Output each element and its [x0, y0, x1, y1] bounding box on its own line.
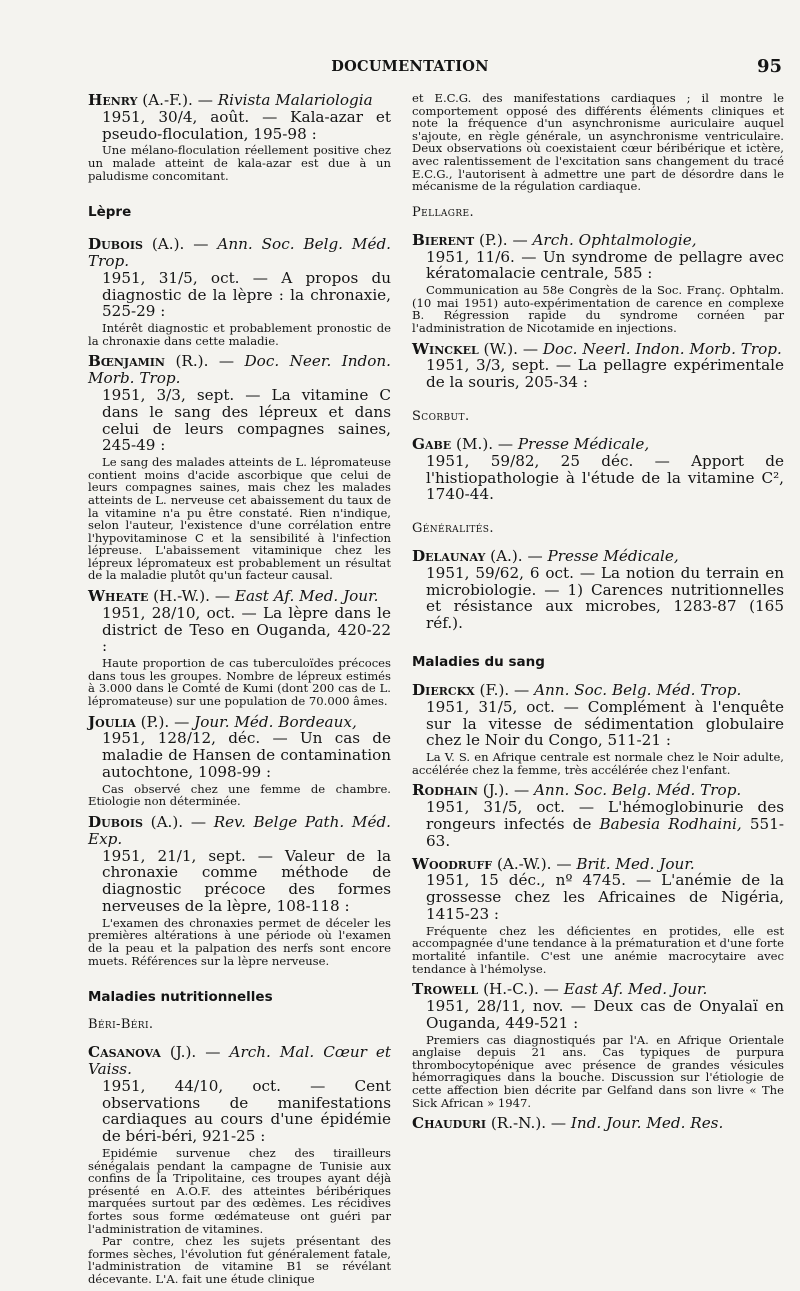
author-name: Woodruff — [412, 854, 493, 873]
section-heading-maladies-du-sang: Maladies du sang — [412, 654, 545, 671]
subsection-heading-pellagre: Pellagre. — [412, 204, 475, 220]
journal-name: Ann. Soc. Belg. Méd. Trop. — [533, 781, 742, 800]
bibliography-entry-trowell — [412, 981, 784, 1109]
author-initials: (J.). — [169, 1043, 197, 1062]
journal-name: Doc. Neer. Indon. Morb. Trop. — [88, 352, 391, 388]
author-name: Dierckx — [412, 681, 475, 700]
bibliography-entry-boenjamin — [88, 353, 391, 582]
citation-body: 1951, 28/11, nov. — Deux cas de Onyalaï en Ouganda, 449-521 : — [426, 997, 784, 1032]
citation — [88, 588, 391, 655]
bibliography-entry-joulia — [88, 714, 391, 808]
section-heading-lepre: Lèpre — [88, 204, 132, 221]
author-initials: (R.-N.). — [490, 1114, 547, 1133]
bibliography-entry-woodruff — [412, 856, 784, 976]
citation-body: 1951, 59/62, 6 oct. — La notion du terrain en microbiologie. — 1) Carences nutritionnelles et résistance aux microbes, 1283-87 (165 réf.). — [426, 563, 784, 633]
bibliography-entry-bierent — [412, 232, 784, 335]
journal-name: Ind. Jour. Med. Res. — [570, 1114, 724, 1133]
citation-body: 1951, 3/3, sept. — La pellagre expérimentale de la souris, 205-34 : — [426, 356, 784, 392]
citation — [88, 814, 391, 915]
separator: — — [184, 235, 218, 254]
citation — [412, 981, 784, 1031]
author-initials: (R.). — [175, 352, 209, 371]
separator: — — [522, 547, 548, 566]
journal-name: Arch. Mal. Cœur et Vaiss. — [88, 1043, 392, 1078]
journal-name: Ann. Soc. Belg. Méd. Trop. — [88, 235, 392, 270]
author-initials: (H.-C.). — [483, 980, 539, 999]
abstract: La V. S. en Afrique centrale est normale chez le Noir adulte, accélérée chez la femme, très accélérée chez l'enfant. — [412, 750, 784, 777]
citation-body: 1951, 31/5, oct. — Complément à l'enquête sur la vitesse de sédimentation globulaire chez le Noir du Congo, 511-21 : — [426, 697, 784, 750]
citation-body: 1951, 30/4, août. — Kala-azar et pseudo-floculation, 195-98 : — [102, 107, 391, 143]
journal-name: Arch. Ophtalmologie, — [532, 230, 697, 249]
separator: — — [210, 587, 235, 606]
author-name: Casanova — [88, 1043, 161, 1062]
author-initials: (M.). — [456, 434, 494, 453]
journal-name: Rev. Belge Path. Méd. Exp. — [88, 813, 392, 848]
citation-body: 1951, 3/3, sept. — La vitamine C dans le sang des lépreux et dans celui de leurs compagnes saines, 245-49 : — [102, 385, 391, 455]
author-name: Winckel — [412, 339, 479, 358]
citation-body: 1951, 15 déc., nº 4745. — L'anémie de la grossesse chez les Africaines de Nigéria, 1415-23 : — [426, 871, 784, 924]
separator: — — [507, 230, 533, 249]
abstract: Communication au 58e Congrès de la Soc. Franç. Ophtalm. (10 mai 1951) auto-expérimentation de carence en complexe B. Régression rapide du syndrome cornéen par l'administration de Nicotamide en injections. — [412, 283, 784, 335]
abstract: Une mélano-floculation réellement positive chez un malade atteint de kala-azar est due à un paludisme concomitant. — [88, 143, 391, 183]
journal-name: Doc. Neerl. Indon. Morb. Trop. — [542, 339, 782, 358]
author-initials: (A.-W.). — [496, 854, 552, 873]
separator: — — [509, 681, 535, 700]
author-initials: (H.-W.). — [153, 587, 211, 606]
bibliography-entry-dubois-1 — [88, 236, 391, 347]
subsection-heading-generalites: Généralités. — [412, 521, 494, 537]
abstract: Premiers cas diagnostiqués par l'A. en Afrique Orientale anglaise depuis 21 ans. Cas typiques de purpura thrombocytopénique avec présence de grandes vésicules hémorragiques dans la bouche. Discussion sur l'étiologie de cette affection bien décrite par Gelfand dans son livre « The Sick African » 1947. — [412, 1032, 784, 1110]
journal-name: Presse Médicale, — [517, 434, 650, 453]
left-column — [88, 92, 391, 1291]
citation-body: 1951, 21/1, sept. — Valeur de la chronaxie comme méthode de diagnostic précoce des formes nerveuses de la lèpre, 108-118 : — [102, 846, 391, 915]
abstract-paragraph-1: Epidémie survenue chez des tirailleurs sénégalais pendant la campagne de Tunisie aux confins de la Tripolitaine, ces troupes ayant déjà présenté en A.O.F. des atteintes béribériques marquées surtout par des œdèmes. Les récidives fortes sous forme œdémateuse ont guéri par l'administration de vitamines. — [88, 1145, 391, 1236]
citation — [88, 236, 391, 320]
citation-body: 1951, 128/12, déc. — Un cas de maladie de Hansen de contamination autochtone, 1098-99 : — [102, 729, 391, 782]
separator: — — [208, 352, 245, 371]
abstract: Cas observé chez une femme de chambre. Etiologie non déterminée. — [88, 781, 391, 809]
bibliography-entry-henry — [88, 92, 391, 182]
citation-text: 1951, 31/5, oct. — L'hémoglobinurie des rongeurs infectés de — [426, 798, 784, 834]
separator: — — [183, 813, 214, 831]
separator: — — [509, 781, 534, 800]
separator: — — [546, 1114, 571, 1133]
citation — [412, 1115, 784, 1132]
citation-body: 1951, 59/82, 25 déc. — Apport de l'histiopathologie à l'étude de la vitamine C², 1740-44. — [426, 451, 784, 504]
separator: — — [169, 712, 195, 731]
author-initials: (P.). — [478, 230, 508, 249]
author-initials: (J.). — [482, 781, 510, 800]
author-name: Rodhain — [412, 781, 478, 800]
bibliography-entry-casanova — [88, 1044, 391, 1285]
species-name: Babesia Rodhaini, — [599, 815, 742, 834]
author-name: Chauduri — [412, 1114, 487, 1133]
abstract: L'examen des chronaxies permet de déceler les premières altérations à une période où l'examen de la peau et la palpation des nerfs sont encore muets. Références sur la lèpre nerveuse. — [88, 915, 391, 968]
author-initials: (A.). — [150, 813, 184, 831]
journal-name: Jour. Méd. Bordeaux, — [194, 712, 357, 731]
bibliography-entry-gabe — [412, 436, 784, 503]
author-initials: (A.). — [490, 547, 523, 566]
subsection-heading-scorbut: Scorbut. — [412, 408, 470, 424]
citation — [88, 1044, 391, 1145]
citation — [88, 353, 391, 454]
journal-name: Rivista Malariologia — [217, 91, 373, 109]
separator: — — [192, 91, 218, 109]
bibliography-entry-dubois-2 — [88, 814, 391, 967]
bibliography-entry-winckel — [412, 341, 784, 391]
bibliography-entry-chauduri — [412, 1115, 784, 1132]
citation-body — [412, 799, 784, 849]
abstract: Haute proportion de cas tuberculoïdes précoces dans tous les groupes. Nombre de lépreux estimés à 3.000 dans le Comté de Kumi (dont 200 cas de L. lépromateuse) sur une population de 70.000 âmes. — [88, 656, 391, 709]
separator: — — [196, 1043, 230, 1062]
bibliography-entry-dierckx — [412, 682, 784, 776]
author-name: Dubois — [88, 813, 143, 831]
author-initials: (F.). — [479, 681, 510, 700]
author-name: Joulia — [88, 712, 136, 731]
bibliography-entry-delaunay — [412, 548, 784, 632]
abstract-continuation: et E.C.G. des manifestations cardiaques ; il montre le comportement opposé des différents éléments cliniques et note la fréquence d'un asynchronisme auriculaire auquel s'ajoute, en règle générale, un asynchronisme ventriculaire. Deux observations où coexistaient cœur béribérique et ictère, avec ralentissement de l'excitation sans changement du tracé E.C.G., l'autorisent à admettre une part de désordre dans le mécanisme de la régulation cardiaque. — [412, 91, 784, 194]
bibliography-entry-wheate — [88, 588, 391, 708]
author-name: Bœnjamin — [88, 352, 165, 371]
journal-name: Ann. Soc. Belg. Méd. Trop. — [534, 681, 742, 700]
page-number: 95 — [756, 56, 782, 77]
subsection-heading-beri-beri: Béri-Béri. — [88, 1017, 154, 1033]
separator: — — [518, 339, 543, 358]
running-header: DOCUMENTATION — [331, 58, 489, 75]
author-initials: (A.-F.). — [142, 91, 193, 109]
separator: — — [493, 434, 518, 453]
abstract-paragraph-2: Par contre, chez les sujets présentant des formes sèches, l'évolution fut généralement fatale, l'administration de vitamine B1 se révélant décevante. L'A. fait une étude clinique — [88, 1234, 391, 1286]
separator: — — [538, 980, 564, 999]
citation — [412, 548, 784, 632]
journal-name: East Af. Med. Jour. — [563, 980, 708, 999]
citation-body: 1951, 28/10, oct. — La lèpre dans le district de Teso en Ouganda, 420-22 : — [102, 603, 391, 656]
abstract: Le sang des malades atteints de L. lépromateuse contient moins d'acide ascorbique que celui de leurs compagnes saines, mais chez les malades atteints de L. nerveuse cet abaissement du taux de la vitamine n'a pu être constaté. Rien n'indique, selon l'auteur, l'existence d'une corrélation entre l'hypovitaminose C et la sensibilité à l'infection lépreuse. L'abaissement vitaminique chez les lépreux lépromateux est probablement un résultat de la maladie plutôt qu'un facteur causal. — [88, 455, 391, 583]
citation — [412, 782, 784, 849]
citation-body: 1951, 44/10, oct. — Cent observations de manifestations cardiaques au cours d'une épidémie de béri-béri, 921-25 : — [102, 1076, 391, 1146]
citation — [412, 682, 784, 749]
citation-body: 1951, 31/5, oct. — A propos du diagnostic de la lèpre : la chronaxie, 525-29 : — [102, 268, 391, 321]
citation — [88, 714, 391, 781]
author-name: Henry — [88, 91, 138, 109]
abstract: Intérêt diagnostic et probablement pronostic de la chronaxie dans cette maladie. — [88, 321, 391, 348]
right-column — [412, 92, 784, 1138]
journal-name: East Af. Med. Jour. — [234, 587, 379, 606]
separator: — — [551, 854, 577, 873]
author-name: Dubois — [88, 235, 143, 254]
abstract: Fréquente chez les déficientes en protides, elle est accompagnée d'une tendance à la prématuration et d'une forte mortalité infantile. C'est une anémie macrocytaire avec tendance à l'hémolyse. — [412, 923, 784, 976]
citation — [88, 92, 391, 142]
author-initials: (A.). — [151, 235, 185, 254]
citation-body: 1951, 11/6. — Un syndrome de pellagre avec kératomalacie centrale, 585 : — [426, 247, 784, 283]
author-name: Bierent — [412, 230, 475, 249]
section-heading-maladies-nutritionnelles: Maladies nutritionnelles — [88, 989, 273, 1006]
author-name: Wheate — [88, 587, 149, 606]
journal-name: Brit. Med. Jour. — [576, 854, 695, 873]
author-name: Gabe — [412, 434, 452, 453]
citation — [412, 341, 784, 391]
journal-name: Presse Médicale, — [547, 547, 679, 566]
citation — [412, 436, 784, 503]
citation — [412, 856, 784, 923]
author-name: Delaunay — [412, 547, 486, 566]
bibliography-entry-rodhain — [412, 782, 784, 849]
author-initials: (W.). — [483, 339, 518, 358]
author-initials: (P.). — [140, 712, 170, 731]
author-name: Trowell — [412, 980, 479, 999]
citation — [412, 232, 784, 282]
citation-pages: 551-63. — [426, 815, 784, 850]
